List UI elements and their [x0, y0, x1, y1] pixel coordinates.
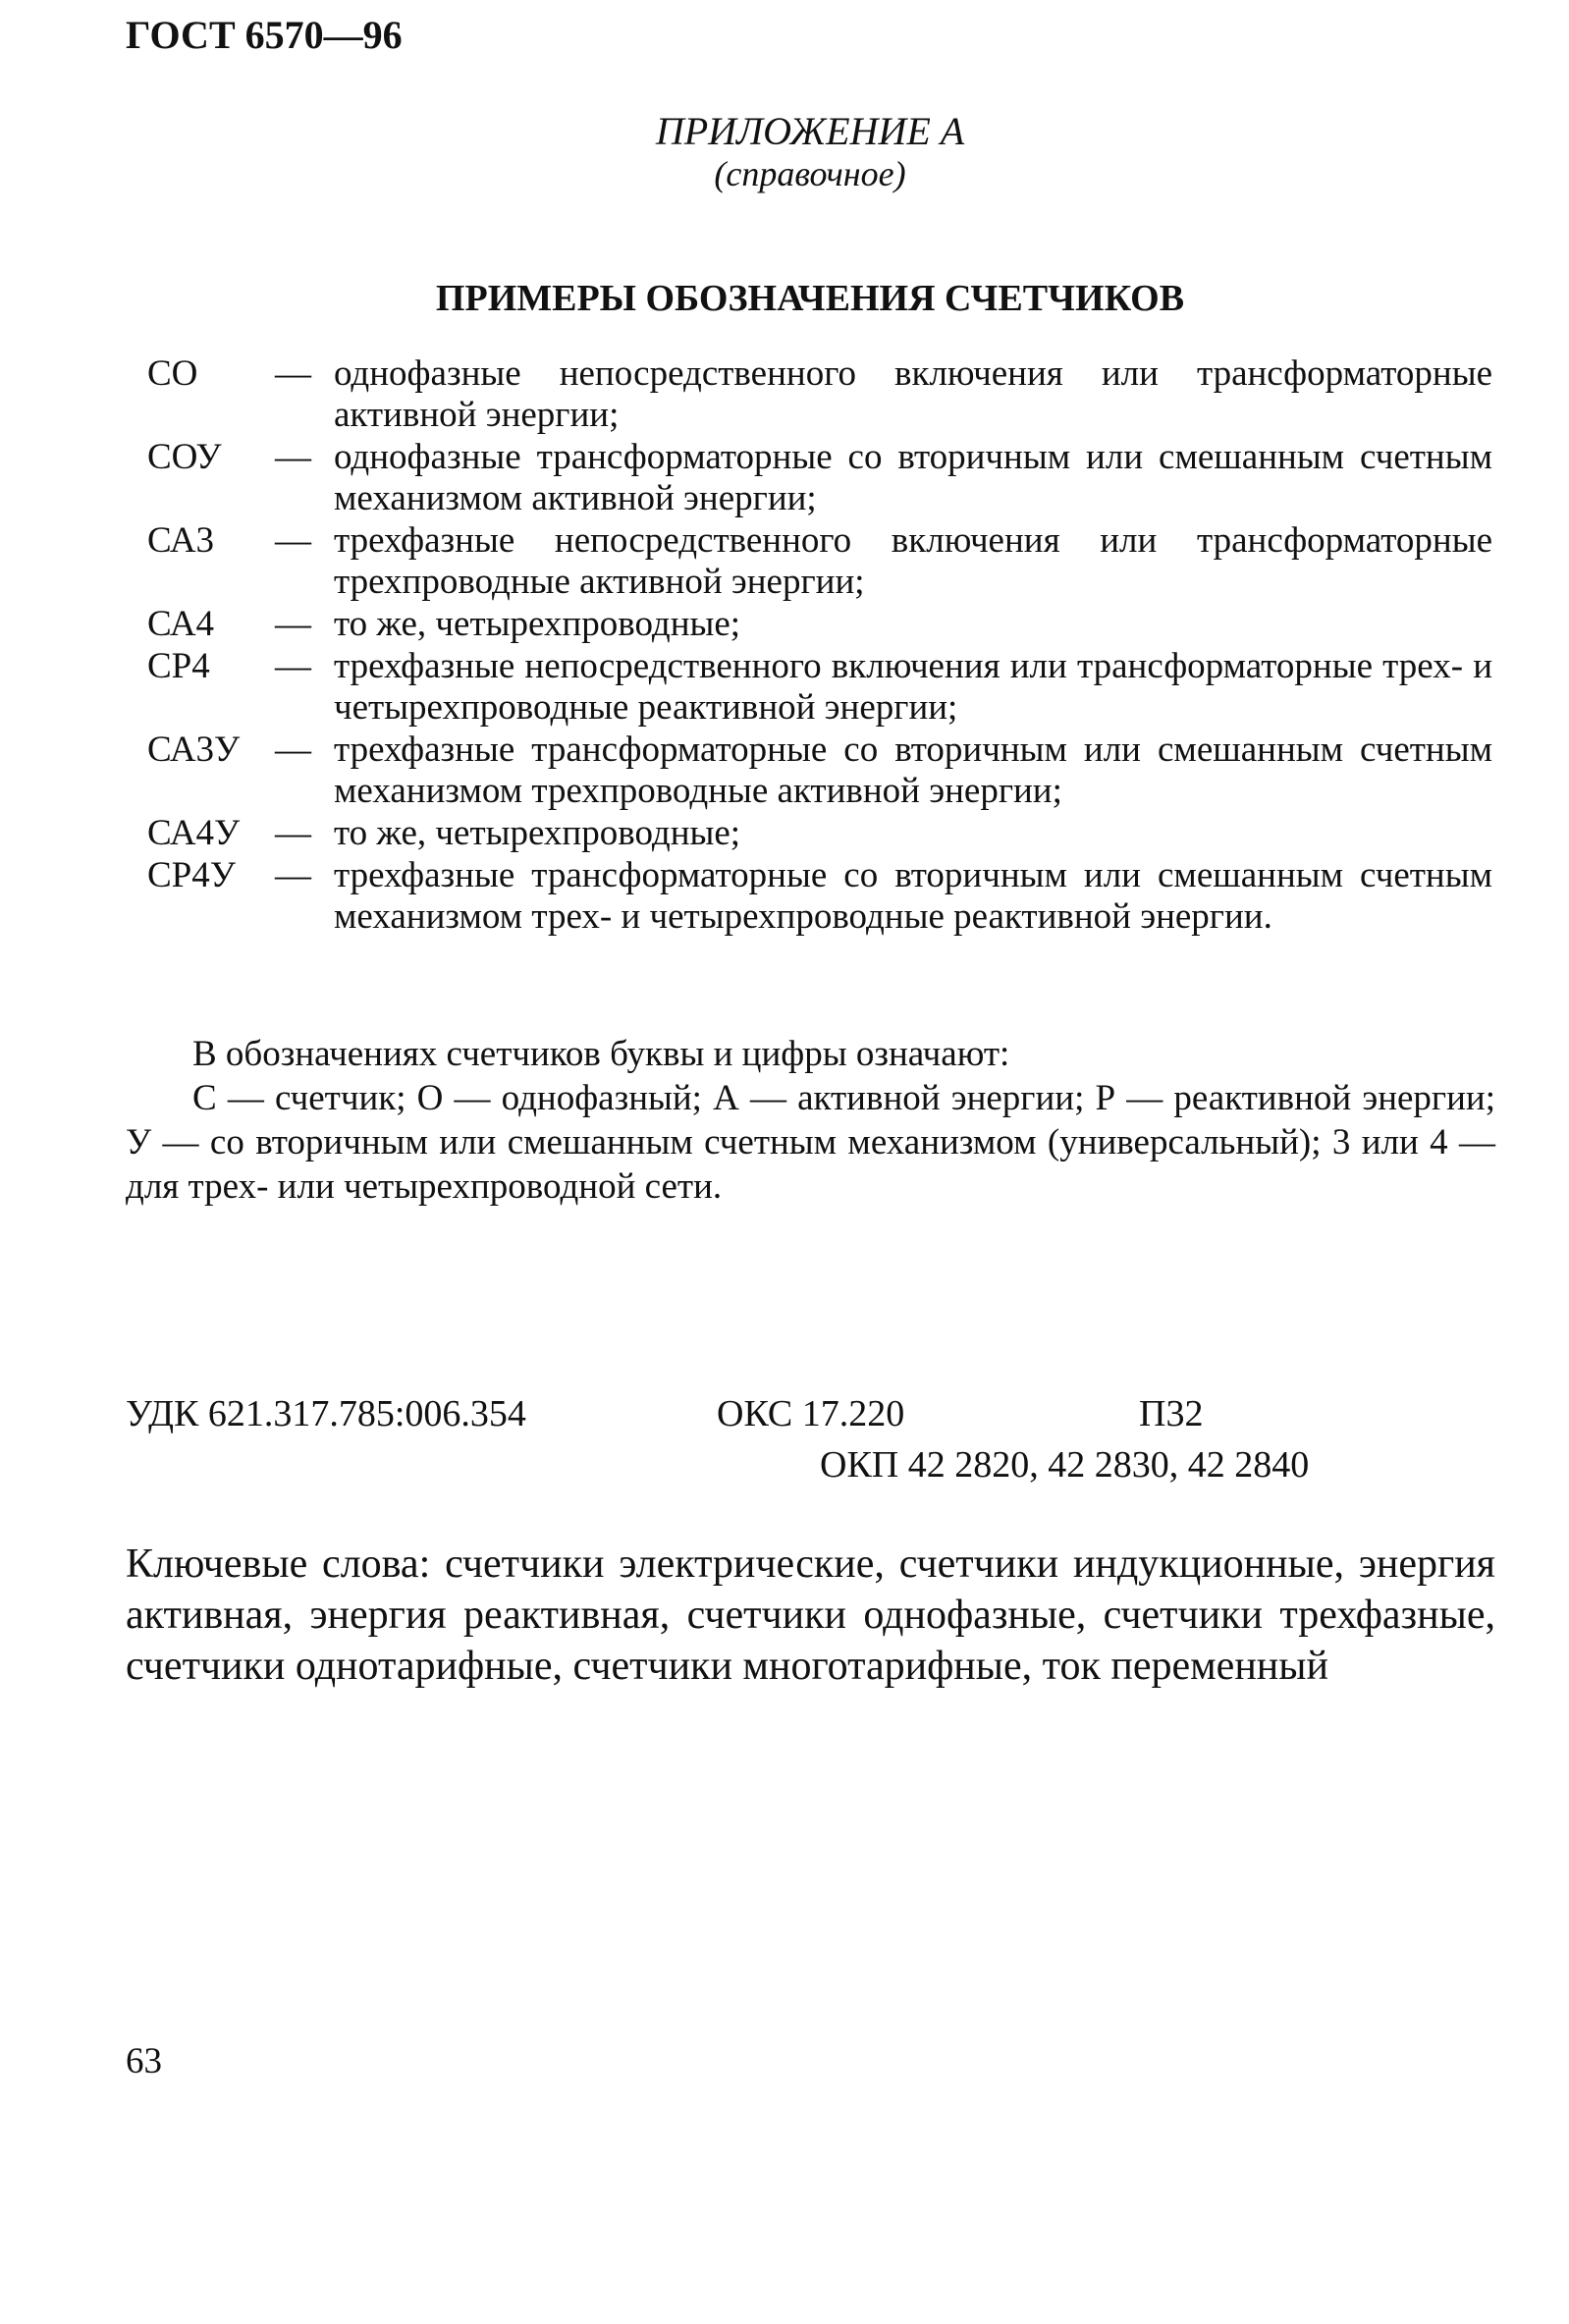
- dash: —: [275, 646, 311, 686]
- meter-code: СР4У: [147, 855, 236, 895]
- meter-code: СА3: [147, 520, 215, 561]
- code-row: [147, 813, 1492, 854]
- udk-code: УДК 621.317.785:006.354: [126, 1393, 526, 1434]
- code-row: [147, 855, 1492, 938]
- dash: —: [275, 730, 311, 770]
- appendix-title: ПРИЛОЖЕНИЕ А: [655, 109, 965, 153]
- oks-code: ОКС 17.220: [717, 1393, 905, 1434]
- code-row: [147, 353, 1492, 436]
- legend-intro: В обозначениях счетчиков буквы и цифры означают:: [192, 1034, 1010, 1074]
- meter-code: СР4: [147, 646, 210, 686]
- code-row: [147, 520, 1492, 603]
- dash: —: [275, 437, 311, 477]
- code-row: [147, 730, 1492, 812]
- dash: —: [275, 855, 311, 895]
- page-number: 63: [126, 2041, 162, 2081]
- dash: —: [275, 353, 311, 394]
- keywords: Ключевые слова: счетчики электрические, счетчики индукционные, энергия активная, энергия реактивная, счетчики однофазные, счетчики трехфазные, счетчики однотарифные, счетчики многотарифные, ток переменный: [126, 1541, 1495, 1689]
- meter-code: СА4У: [147, 813, 241, 853]
- dash: —: [275, 520, 311, 561]
- meter-code: СА4: [147, 604, 215, 644]
- appendix-subtitle: (справочное): [714, 154, 906, 193]
- dash: —: [275, 604, 311, 644]
- code-row: [147, 437, 1492, 519]
- p32-code: П32: [1139, 1393, 1204, 1434]
- meter-code-description: трехфазные непосредственного включения или трансформаторные трехпроводные активной энергии;: [334, 520, 1492, 602]
- meter-code: СОУ: [147, 437, 222, 477]
- meter-code: СА3У: [147, 730, 241, 770]
- meter-code: СО: [147, 353, 198, 394]
- code-row: [147, 604, 1492, 645]
- document-code: ГОСТ 6570—96: [126, 13, 403, 57]
- meter-code-description: однофазные трансформаторные со вторичным или смешанным счетным механизмом активной энергии;: [334, 437, 1492, 518]
- meter-code-description: то же, четырехпроводные;: [334, 813, 741, 853]
- meter-code-description: то же, четырехпроводные;: [334, 604, 741, 644]
- meter-code-description: однофазные непосредственного включения или трансформаторные активной энергии;: [334, 353, 1492, 435]
- section-title: ПРИМЕРЫ ОБОЗНАЧЕНИЯ СЧЕТЧИКОВ: [435, 278, 1185, 319]
- meter-code-description: трехфазные трансформаторные со вторичным или смешанным счетным механизмом трехпроводные активной энергии;: [334, 730, 1492, 811]
- meter-code-list: [147, 353, 1492, 939]
- dash: —: [275, 813, 311, 853]
- okp-codes: ОКП 42 2820, 42 2830, 42 2840: [820, 1444, 1310, 1486]
- meter-code-description: трехфазные непосредственного включения или трансформаторные трех- и четырехпроводные реактивной энергии;: [334, 646, 1492, 728]
- legend-text: С — счетчик; О — однофазный; А — активной энергии; Р — реактивной энергии; У — со вторичным или смешанным счетным механизмом (универсальный); 3 или 4 — для трех- или четырехпроводной сети.: [126, 1078, 1495, 1207]
- code-row: [147, 646, 1492, 729]
- meter-code-description: трехфазные трансформаторные со вторичным или смешанным счетным механизмом трех- и четырехпроводные реактивной энергии.: [334, 855, 1492, 937]
